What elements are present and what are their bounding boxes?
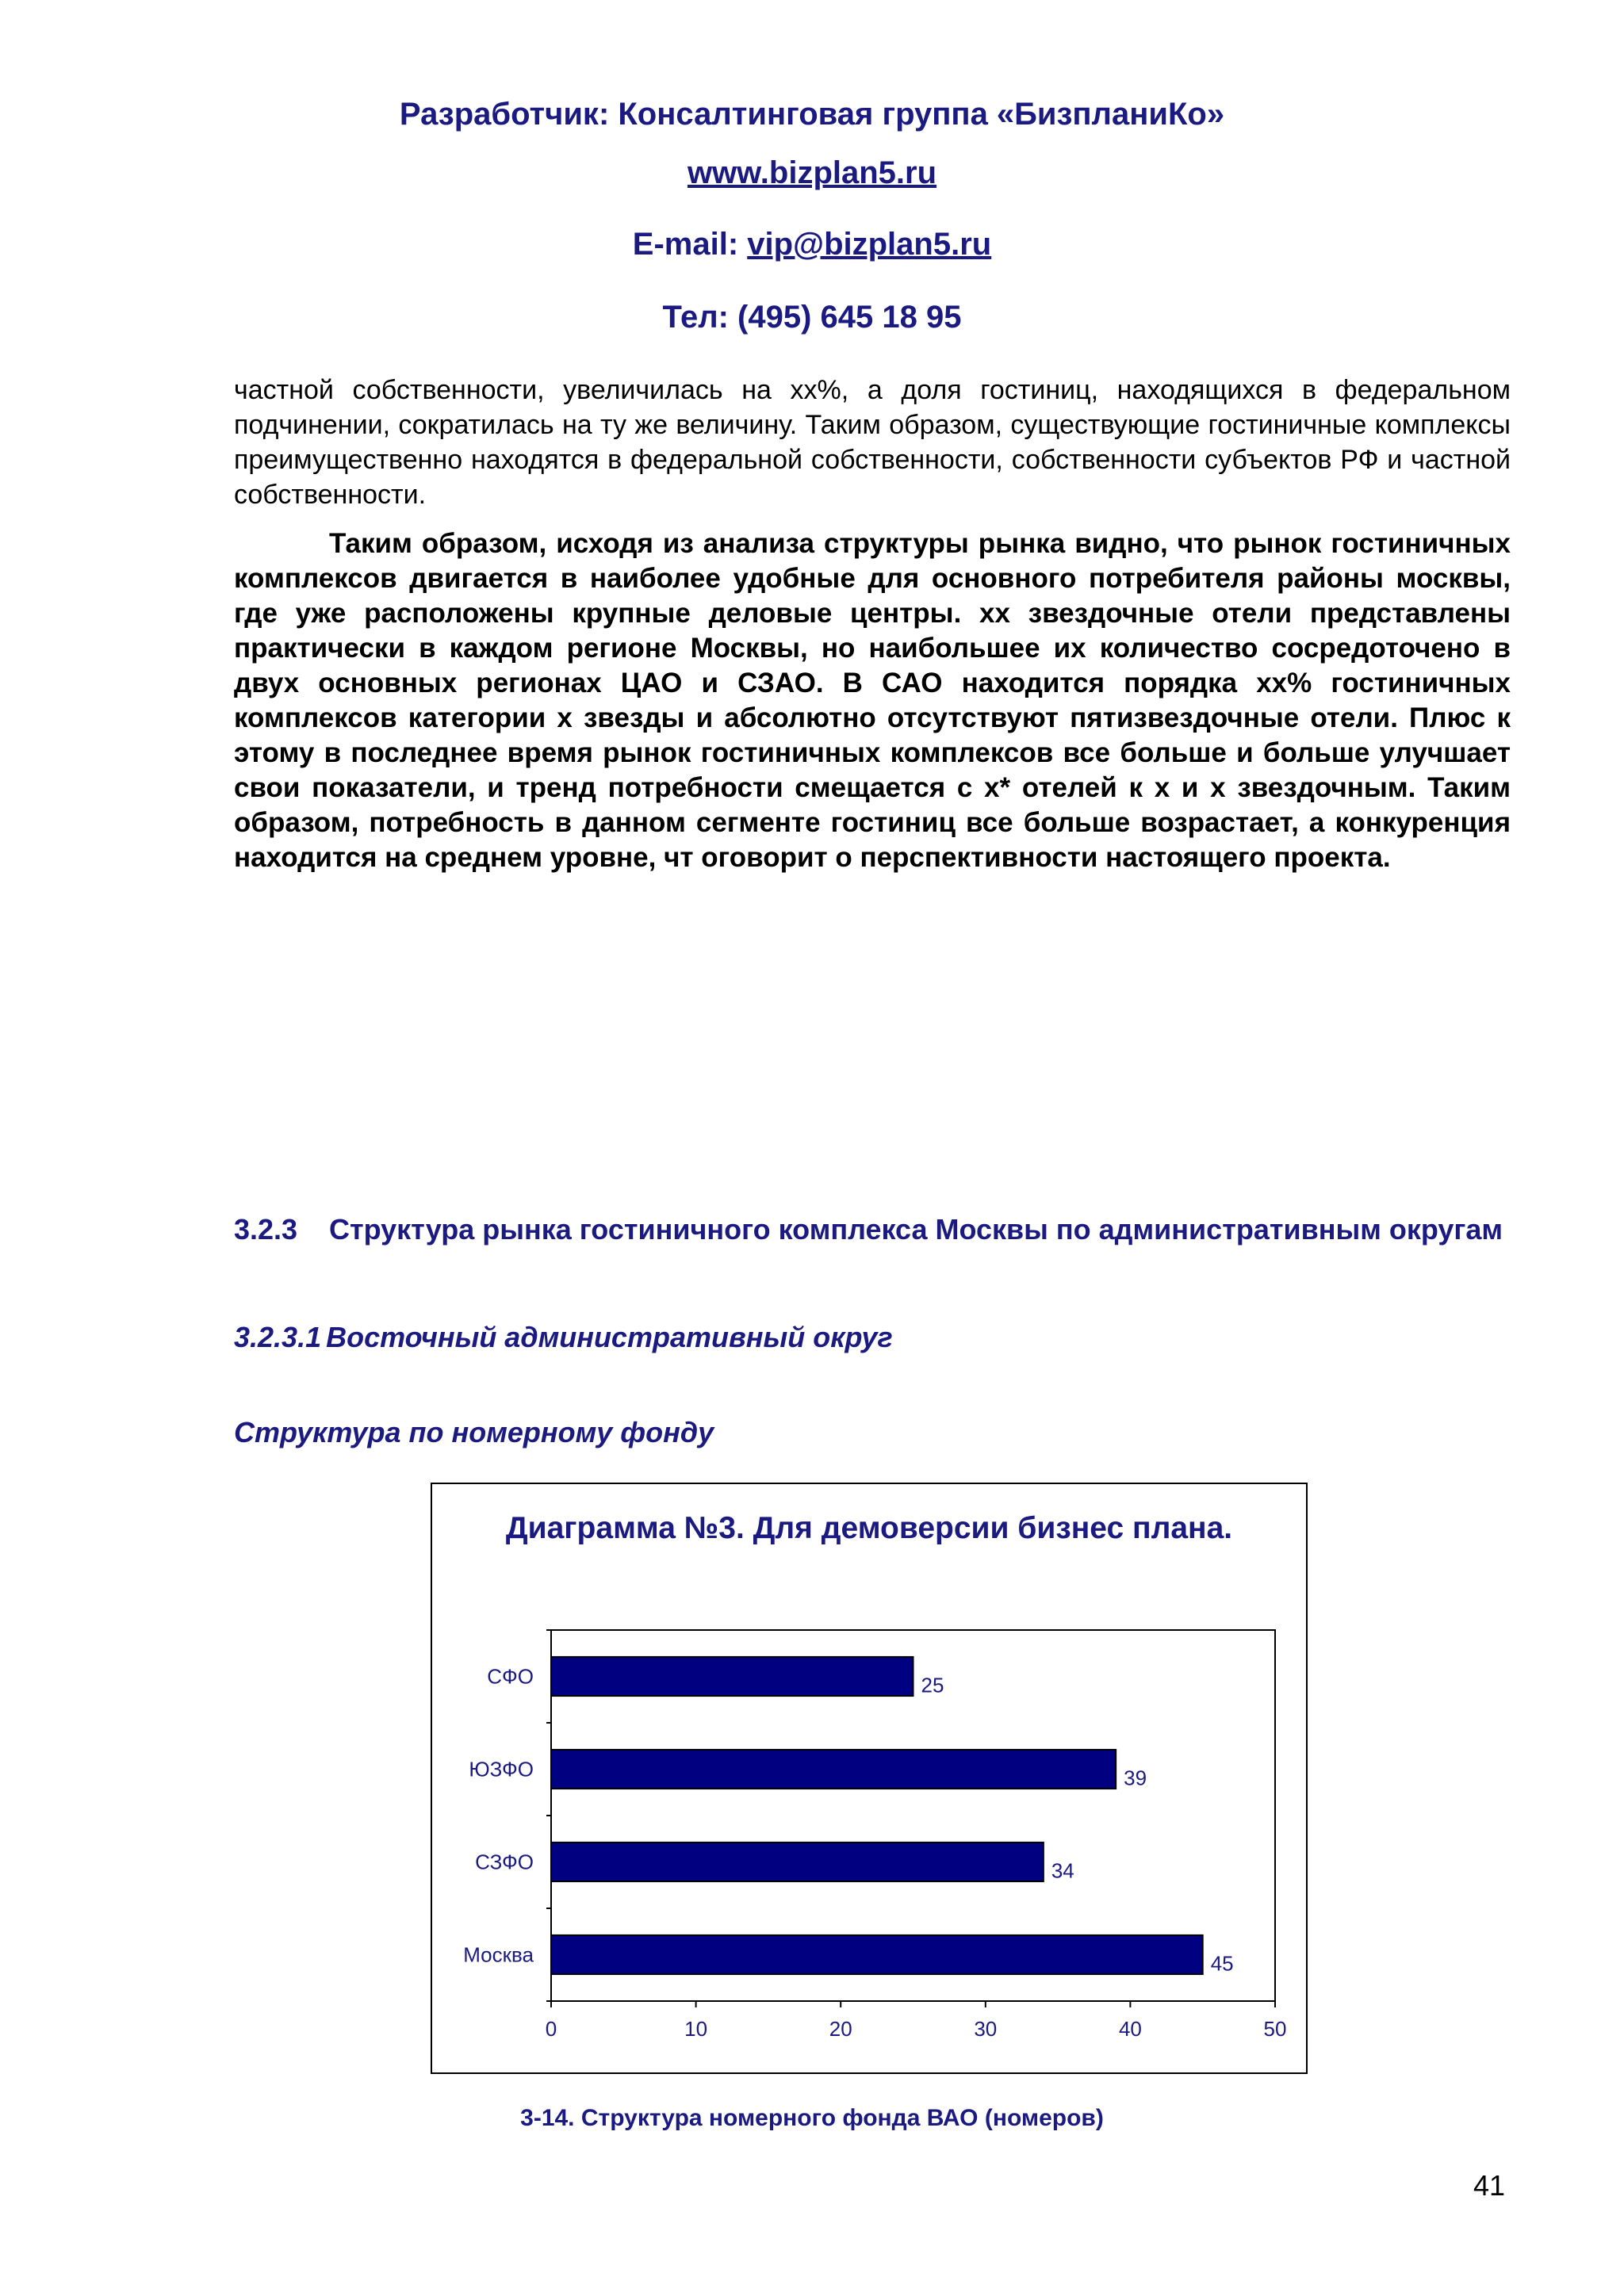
x-tick-label: 0 (545, 2017, 557, 2041)
category-label: Москва (463, 1942, 534, 1967)
subsection-title: Восточный административный округ (326, 1321, 893, 1353)
email-link[interactable]: vip@bizplan5.ru (747, 227, 992, 262)
x-tick-label: 50 (1263, 2017, 1287, 2041)
paragraph-ownership: частной собственности, увеличилась на хх%, а доля гостиниц, находящихся в федеральном подчинении, сократилась на ту же величину. Таким образом, существующие гостиничные комплексы преимущественно находятся в федеральной собственности, собственности субъектов РФ и частной собственности. (234, 375, 1511, 510)
x-tick-label: 30 (974, 2017, 998, 2041)
subsection-number: 3.2.3.1 (234, 1321, 322, 1353)
data-label: 34 (1051, 1858, 1074, 1883)
x-tick-label: 40 (1118, 2017, 1142, 2041)
x-tick-label: 10 (684, 2017, 708, 2041)
chart-title: Диаграмма №3. Для демоверсии бизнес плана. (505, 1511, 1233, 1545)
section-number: 3.2.3 (234, 1213, 298, 1246)
phone-line: Тел: (495) 645 18 95 (662, 300, 962, 335)
section-heading (234, 1210, 1511, 1249)
developer-heading: Разработчик: Консалтинговая группа «БизпланиКо» (399, 97, 1225, 132)
website-line (0, 155, 1624, 191)
figure-caption: 3-14. Структура номерного фонда ВАО (номеров) (520, 2105, 1104, 2131)
bar (551, 1843, 1044, 1881)
paragraph-conclusion: Таким образом, исходя из анализа структуры рынка видно, что рынок гостиничных комплексов двигается в наиболее удобные для основного потребителя районы москвы, где уже расположены крупные деловые центры. хх звездочные отели представлены практически в каждом регионе Москвы, но наибольшее их количество сосредоточено в двух основных регионах ЦАО и СЗАО. В САО находится порядка хх% гостиничных комплексов категории х звезды и абсолютно отсутствуют пятизвездочные отели. Плюс к этому в последнее время рынок гостиничных комплексов все больше и больше улучшает свои показатели, и тренд потребности смещается с х* отелей к х и х звездочным. Таким образом, потребность в данном сегменте гостиниц все больше возрастает, а конкуренция находится на среднем уровне, чт оговорит о перспективности настоящего проекта. (234, 528, 1511, 873)
bar (551, 1750, 1116, 1789)
bar (551, 1935, 1203, 1974)
bar-chart (432, 1484, 1306, 2072)
category-label: СЗФО (475, 1850, 534, 1874)
category-label: ЮЗФО (469, 1757, 534, 1781)
page-number: 41 (1473, 2169, 1506, 2202)
x-tick-label: 20 (829, 2017, 852, 2041)
data-label: 25 (921, 1673, 944, 1697)
website-link[interactable]: www.bizplan5.ru (687, 155, 937, 190)
chart-frame (431, 1483, 1308, 2074)
data-label: 45 (1210, 1951, 1234, 1976)
bar (551, 1657, 914, 1696)
email-label: E-mail: (632, 227, 748, 262)
chart-heading: Структура по номерному фонду (234, 1416, 714, 1448)
email-line (0, 227, 1624, 262)
data-label: 39 (1124, 1766, 1147, 1790)
subsection-heading (234, 1321, 893, 1354)
category-label: СФО (487, 1664, 534, 1689)
section-title: Структура рынка гостиничного комплекса Москвы по административным округам (329, 1213, 1503, 1246)
